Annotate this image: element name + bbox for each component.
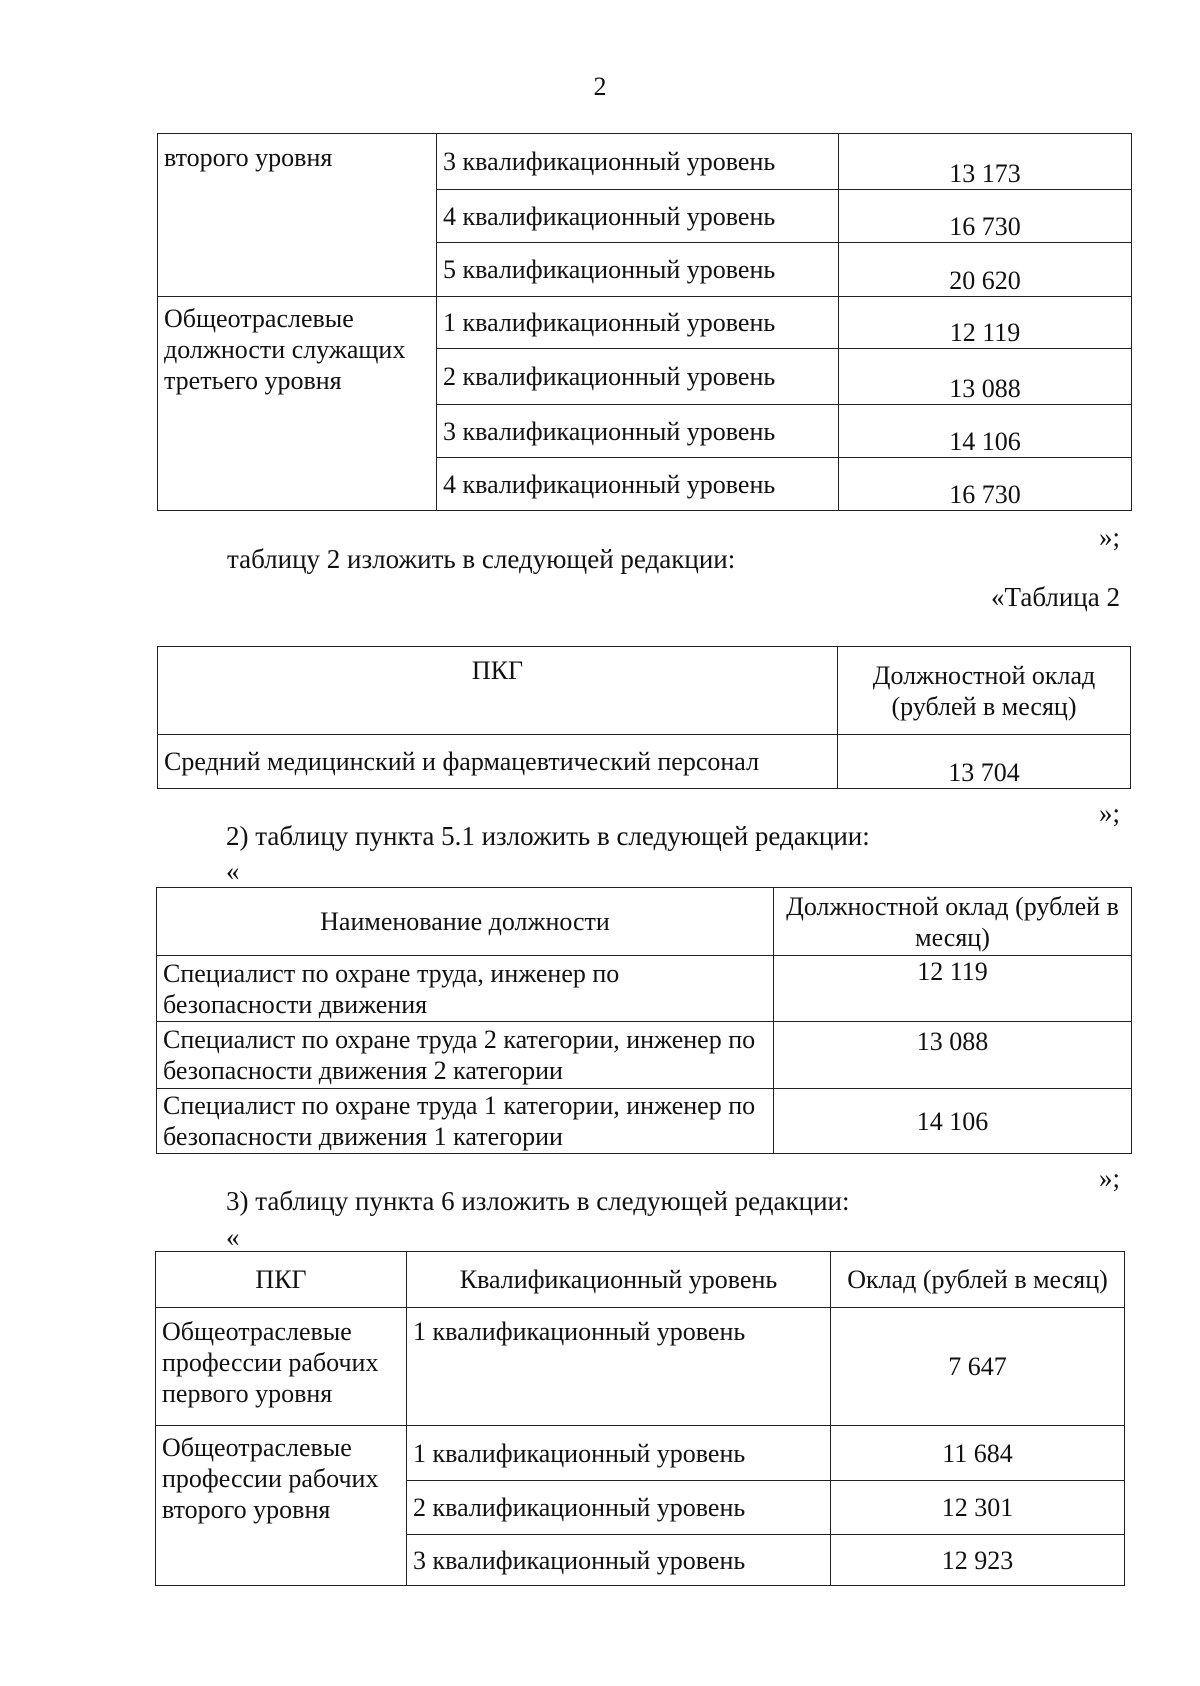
column-header-name: Наименование должности bbox=[157, 888, 774, 956]
salary-cell: 13 088 bbox=[839, 349, 1132, 405]
level-cell: 4 квалификационный уровень bbox=[437, 190, 839, 243]
closing-quote: »; bbox=[1098, 522, 1120, 552]
level-cell: 2 квалификационный уровень bbox=[407, 1481, 831, 1535]
instruction-text: 2) таблицу пункта 5.1 изложить в следующей редакции: bbox=[226, 821, 870, 851]
salary-cell: 14 106 bbox=[774, 1089, 1132, 1154]
pkg-cell: Общеотраслевые должности служащих третьего уровня bbox=[158, 297, 437, 511]
closing-quote: »; bbox=[1098, 1163, 1120, 1193]
position-name-cell: Специалист по охране труда, инженер по безопасности движения bbox=[157, 956, 774, 1022]
page-number: 2 bbox=[593, 72, 607, 101]
column-header-salary: Оклад (рублей в месяц) bbox=[831, 1252, 1125, 1308]
salary-cell: 11 684 bbox=[831, 1426, 1125, 1481]
pkg-cell: второго уровня bbox=[158, 134, 437, 297]
level-cell: 3 квалификационный уровень bbox=[437, 134, 839, 190]
salary-table-continued bbox=[157, 133, 1132, 511]
level-cell: 5 квалификационный уровень bbox=[437, 243, 839, 297]
salary-cell: 13 088 bbox=[774, 1022, 1132, 1089]
salary-cell: 12 301 bbox=[831, 1481, 1125, 1535]
closing-quote: »; bbox=[1098, 798, 1120, 828]
level-cell: 3 квалификационный уровень bbox=[437, 405, 839, 458]
salary-cell: 12 923 bbox=[831, 1535, 1125, 1586]
level-cell: 3 квалификационный уровень bbox=[407, 1535, 831, 1586]
salary-cell: 13 704 bbox=[838, 735, 1131, 789]
instruction-text: таблицу 2 изложить в следующей редакции: bbox=[227, 544, 736, 574]
level-cell: 1 квалификационный уровень bbox=[407, 1308, 831, 1426]
column-header-salary: Должностной оклад (рублей в месяц) bbox=[838, 647, 1131, 735]
table-5-1 bbox=[156, 887, 1132, 1154]
salary-cell: 14 106 bbox=[839, 405, 1132, 458]
pkg-cell: Средний медицинский и фармацевтический персонал bbox=[158, 735, 838, 789]
opening-quote: « bbox=[226, 1222, 240, 1252]
pkg-cell: Общеотраслевые профессии рабочих первого уровня bbox=[156, 1308, 407, 1426]
level-cell: 1 квалификационный уровень bbox=[407, 1426, 831, 1481]
column-header-level: Квалификационный уровень bbox=[407, 1252, 831, 1308]
level-cell: 1 квалификационный уровень bbox=[437, 297, 839, 349]
column-header-salary: Должностной оклад (рублей в месяц) bbox=[774, 888, 1132, 956]
table-caption: «Таблица 2 bbox=[991, 582, 1120, 612]
pkg-cell: Общеотраслевые профессии рабочих второго уровня bbox=[156, 1426, 407, 1586]
level-cell: 4 квалификационный уровень bbox=[437, 458, 839, 511]
salary-cell: 12 119 bbox=[774, 956, 1132, 1022]
column-header-pkg: ПКГ bbox=[156, 1252, 407, 1308]
salary-cell: 12 119 bbox=[839, 297, 1132, 349]
salary-cell: 20 620 bbox=[839, 243, 1132, 297]
instruction-text: 3) таблицу пункта 6 изложить в следующей редакции: bbox=[226, 1186, 850, 1216]
column-header-pkg: ПКГ bbox=[158, 647, 838, 735]
salary-cell: 7 647 bbox=[831, 1308, 1125, 1426]
salary-cell: 13 173 bbox=[839, 134, 1132, 190]
table-6 bbox=[155, 1251, 1125, 1586]
level-cell: 2 квалификационный уровень bbox=[437, 349, 839, 405]
table-2 bbox=[157, 646, 1131, 789]
position-name-cell: Специалист по охране труда 2 категории, инженер по безопасности движения 2 категории bbox=[157, 1022, 774, 1089]
position-name-cell: Специалист по охране труда 1 категории, инженер по безопасности движения 1 категории bbox=[157, 1089, 774, 1154]
salary-cell: 16 730 bbox=[839, 190, 1132, 243]
opening-quote: « bbox=[226, 856, 240, 886]
salary-cell: 16 730 bbox=[839, 458, 1132, 511]
